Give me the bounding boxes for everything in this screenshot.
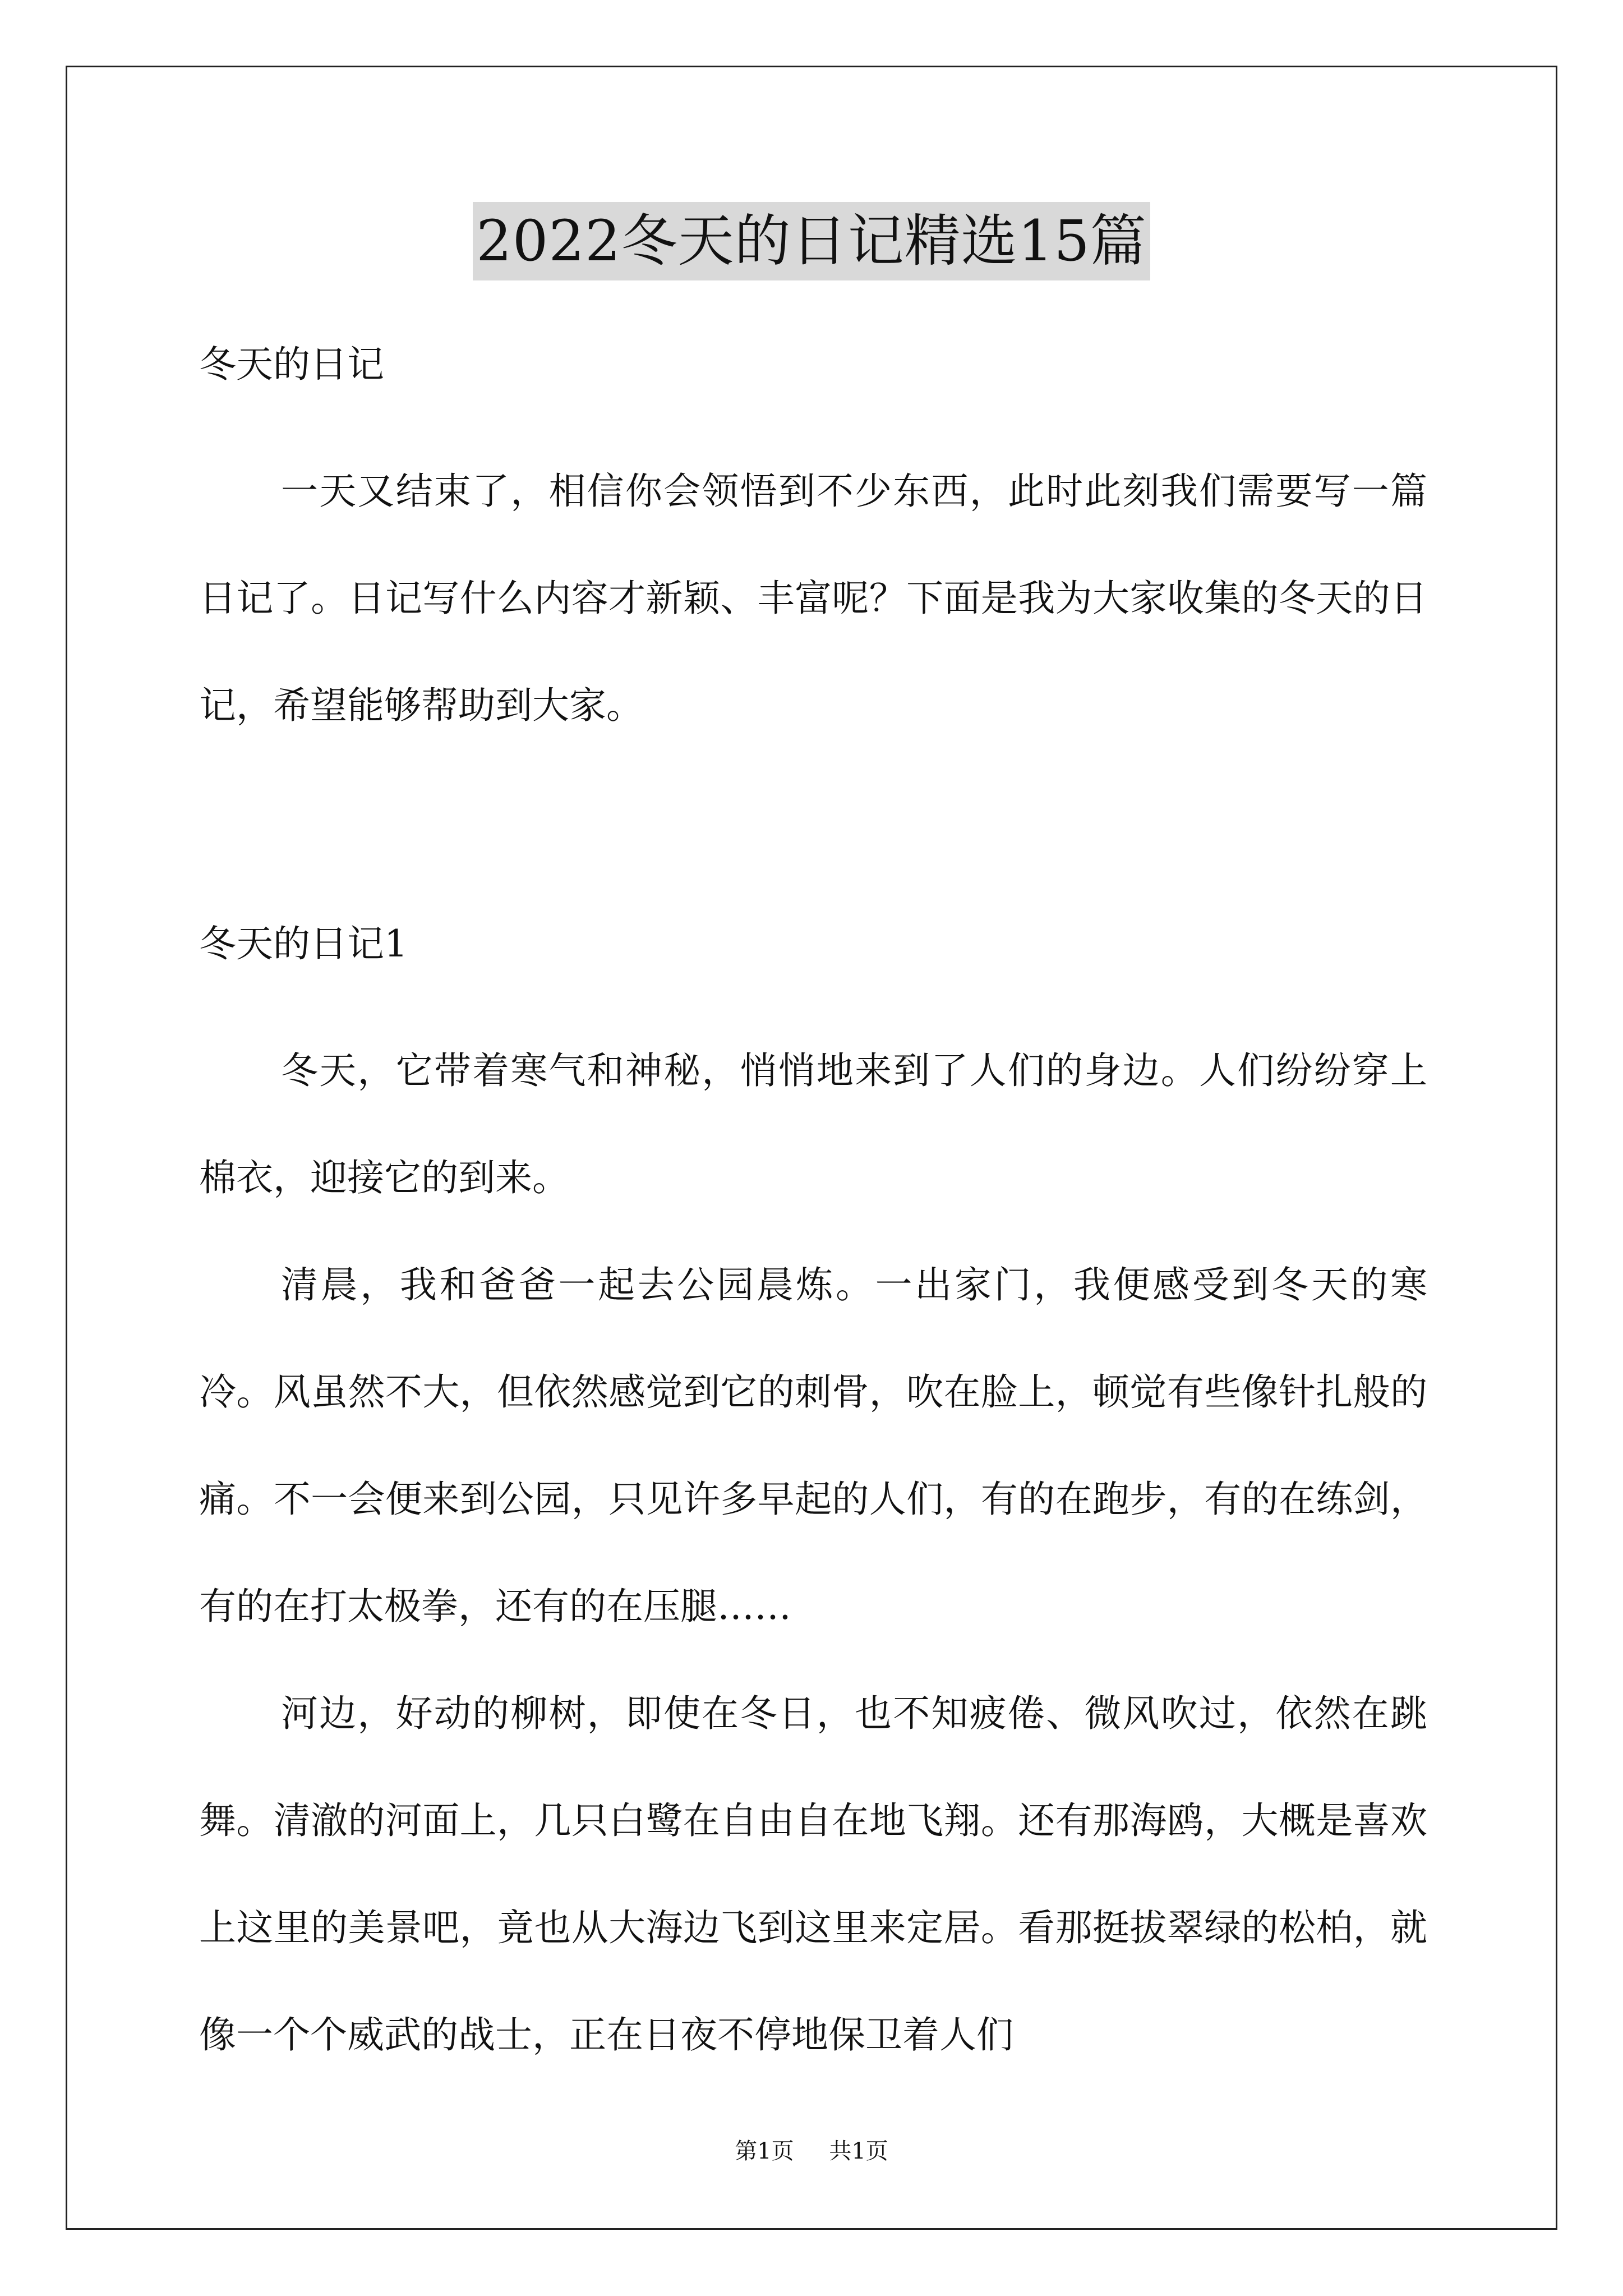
spacer: [199, 972, 1427, 1017]
section-heading: 冬天的日记1: [199, 922, 408, 965]
page-total: 共1页: [829, 2138, 888, 2164]
page-footer: [0, 2134, 1623, 2168]
section-paragraph: 河边，好动的柳树，即使在冬日，也不知疲倦、微风吹过，依然在跳舞。清澈的河面上，几只白鹭在自由自在地飞翔。还有那海鸥，大概是喜欢上这里的美景吧，竟也从大海边飞到这里来定居。看那挺拔翠绿的松柏，就像一个个威武的战士，正在日夜不停地保卫着人们: [199, 1692, 1427, 2056]
document-body: [199, 337, 1427, 2088]
spacer: [199, 393, 1427, 438]
document-title: 2022冬天的日记精选15篇: [473, 202, 1150, 280]
intro-heading: 冬天的日记: [199, 343, 384, 386]
section-paragraph: 清晨，我和爸爸一起去公园晨炼。一出家门，我便感受到冬天的寒冷。风虽然不大，但依然感觉到它的刺骨，吹在脸上，顿觉有些像针扎般的痛。不一会便来到公园，只见许多早起的人们，有的在跑步，有的在练剑，有的在打太极拳，还有的在压腿……: [199, 1263, 1427, 1628]
spacer: [199, 759, 1427, 916]
page-number: 第1页: [735, 2138, 794, 2164]
title-container: [0, 202, 1623, 280]
section-paragraph: 冬天，它带着寒气和神秘，悄悄地来到了人们的身边。人们纷纷穿上棉衣，迎接它的到来。: [199, 1049, 1427, 1199]
intro-paragraph: 一天又结束了，相信你会领悟到不少东西，此时此刻我们需要写一篇日记了。日记写什么内容才新颖、丰富呢？下面是我为大家收集的冬天的日记，希望能够帮助到大家。: [199, 470, 1427, 727]
